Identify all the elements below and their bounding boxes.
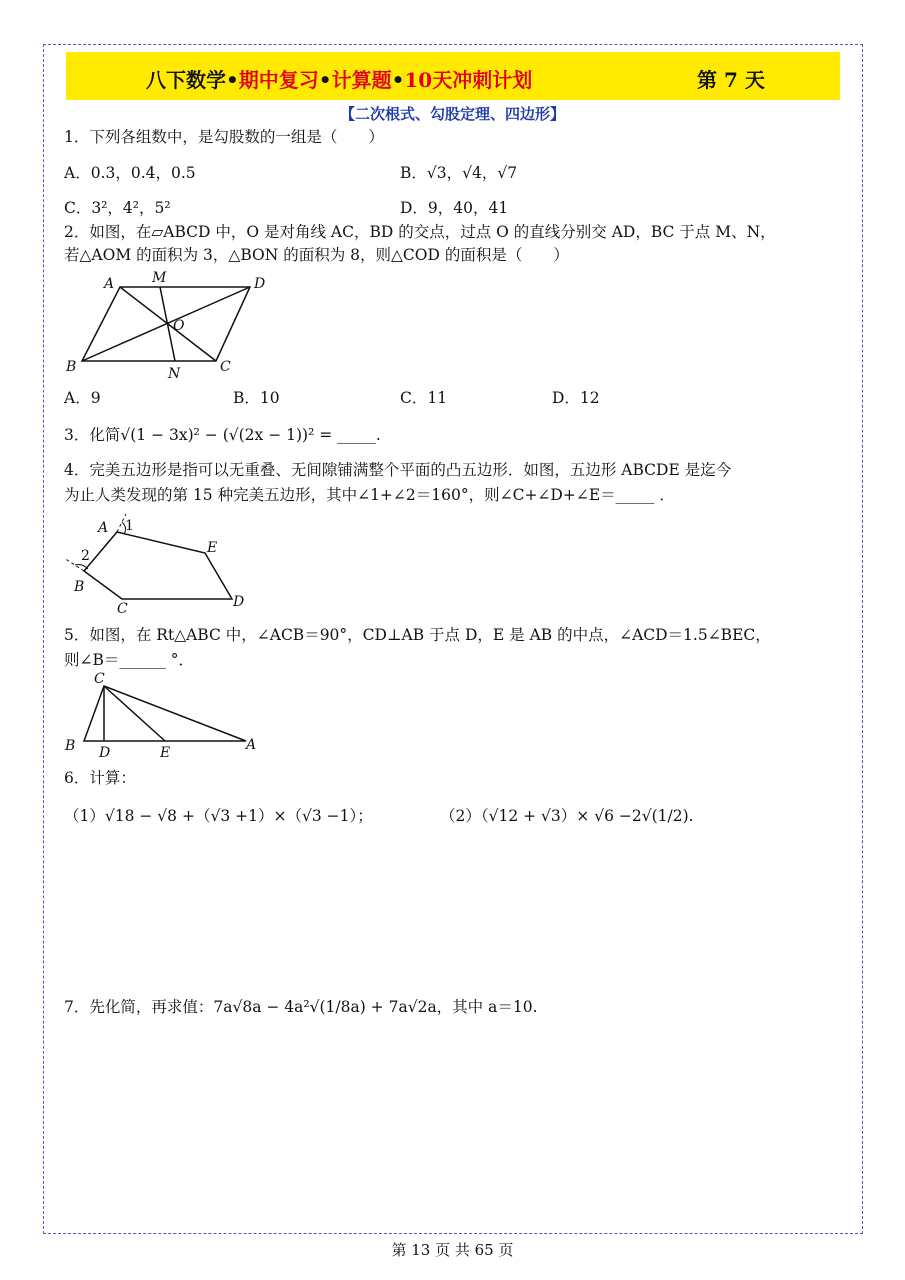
right-triangle-figure: [60, 672, 270, 762]
label-M: M: [152, 270, 167, 286]
diagonal-bd: [82, 287, 250, 361]
q5-line2: 则∠B＝______ °．: [64, 651, 195, 669]
q1-option-b: B．√3，√4，√7: [400, 164, 518, 182]
label-A: A: [98, 520, 109, 536]
q4-line1: 4．完美五边形是指可以无重叠、无间隙铺满整个平面的凸五边形．如图，五边形 ABCDE 是迄今: [64, 461, 732, 479]
label-C: C: [220, 359, 231, 375]
label-1: 1: [125, 518, 134, 534]
q2-line1: 2．如图，在▱ABCD 中，O 是对角线 AC，BD 的交点，过点 O 的直线分别交 AD，BC 于点 M、N，: [64, 223, 776, 241]
q1-option-a: A．0.3，0.4，0.5: [64, 164, 196, 182]
q6-part2: （2）（√12 + √3）× √6 −2√(1/2).: [440, 807, 694, 825]
label-N: N: [168, 366, 181, 382]
label-E: E: [207, 540, 218, 556]
label-B: B: [65, 738, 76, 754]
header-title: 八下数学•期中复习•计算题•10天冲刺计划: [146, 68, 533, 92]
q2-option-d: D．12: [552, 389, 600, 407]
label-B: B: [66, 359, 77, 375]
q5-line1: 5．如图，在 Rt△ABC 中，∠ACB＝90°，CD⊥AB 于点 D，E 是 AB 的中点，∠ACD＝1.5∠BEC，: [64, 626, 771, 644]
q4-line2: 为止人类发现的第 15 种完美五边形，其中∠1+∠2＝160°，则∠C+∠D+∠E＝_____ ．: [64, 486, 675, 504]
q3-text: 3．化简√(1 − 3x)² − (√(2x − 1))² = _____.: [64, 426, 381, 444]
q6-part1: （1）√18 − √8 +（√3 +1）×（√3 −1）；: [64, 807, 373, 825]
label-O: O: [173, 318, 185, 334]
label-D: D: [254, 276, 266, 292]
q2-option-a: A．9: [64, 389, 101, 407]
q1-stem: 1．下列各组数中，是勾股数的一组是（ ）: [64, 128, 384, 146]
day-label: 第 7 天: [697, 68, 765, 92]
label-E: E: [160, 745, 171, 761]
parallelogram-figure: [60, 268, 280, 383]
label-A: A: [246, 737, 257, 753]
label-A: A: [104, 276, 115, 292]
q1-option-c: C．3²，4²，5²: [64, 199, 171, 217]
label-2: 2: [81, 548, 90, 564]
q2-option-c: C．11: [400, 389, 448, 407]
pentagon-figure: [60, 508, 260, 618]
q2-line2: 若△AOM 的面积为 3，△BON 的面积为 8，则△COD 的面积是（ ）: [64, 246, 569, 264]
triangle-abc: [84, 686, 246, 741]
q7-text: 7．先化简，再求值：7a√8a − 4a²√(1/8a) + 7a√2a，其中 a＝10.: [64, 998, 538, 1016]
page-number: 第 13 页 共 65 页: [391, 1241, 514, 1259]
q1-option-d: D．9，40，41: [400, 199, 509, 217]
label-D: D: [99, 745, 111, 761]
label-B: B: [74, 579, 85, 595]
q2-option-b: B．10: [233, 389, 280, 407]
label-C: C: [94, 671, 105, 687]
q6-stem: 6．计算：: [64, 769, 136, 787]
topic-subtitle: 【二次根式、勾股定理、四边形】: [339, 105, 565, 123]
segment-ce: [104, 686, 165, 741]
label-D: D: [233, 594, 245, 610]
label-C: C: [117, 601, 128, 617]
